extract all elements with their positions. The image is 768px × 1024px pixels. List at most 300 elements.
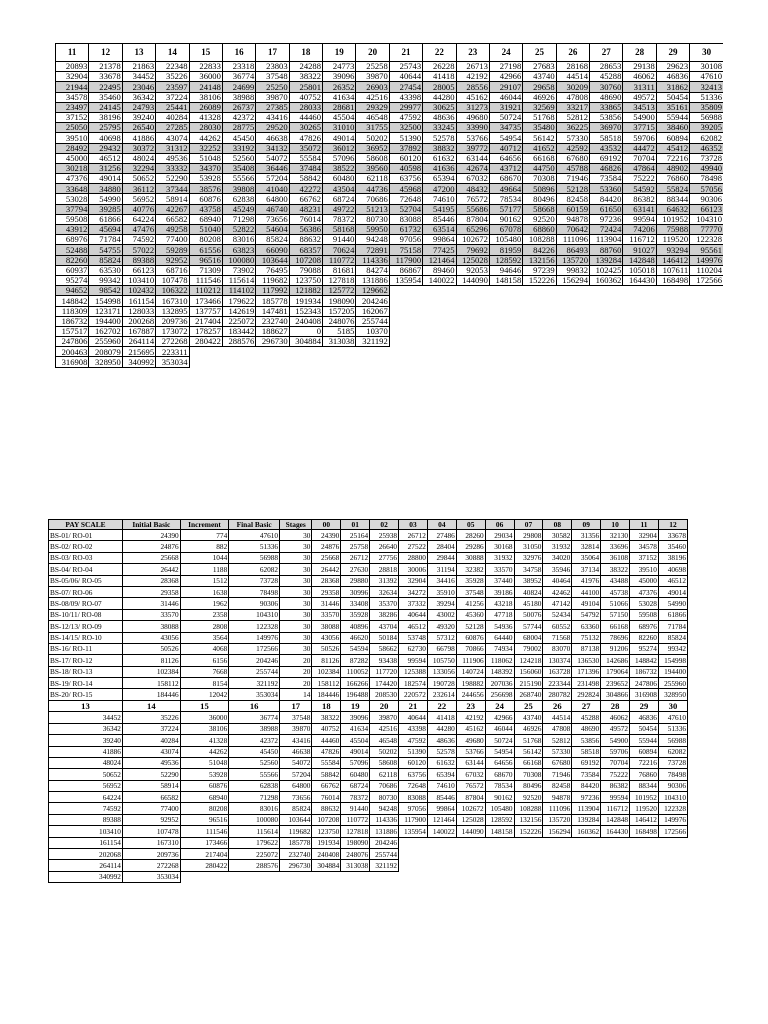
table-cell: 32904 xyxy=(56,72,89,82)
table-cell: 82458 xyxy=(543,780,572,791)
table-cell: 27285 xyxy=(156,123,189,133)
table-cell xyxy=(456,871,485,882)
table-cell: 86867 xyxy=(389,265,422,275)
table-cell: 30 xyxy=(280,552,312,563)
table-cell: 38988 xyxy=(229,723,280,734)
table-cell: 198090 xyxy=(341,837,370,848)
table-cell: 86382 xyxy=(601,780,630,791)
table-cell: 39870 xyxy=(370,712,399,723)
column-header: 25 xyxy=(514,700,543,712)
table-cell: 57744 xyxy=(514,621,543,632)
table-cell: 123171 xyxy=(89,306,122,316)
table-cell: 84420 xyxy=(590,194,623,204)
table-cell: 190728 xyxy=(427,678,456,689)
table-cell xyxy=(556,296,589,306)
column-header: 12 xyxy=(658,520,687,530)
table-cell: 83070 xyxy=(543,643,572,654)
table-cell: 83088 xyxy=(389,214,422,224)
table-cell: 24390 xyxy=(122,530,180,541)
table-cell: 97056 xyxy=(399,803,428,814)
table-cell: 38322 xyxy=(601,564,630,575)
table-cell: 49940 xyxy=(690,163,723,173)
table-cell: 142686 xyxy=(601,655,630,666)
table-cell: 60159 xyxy=(556,204,589,214)
table-cell: 107478 xyxy=(156,275,189,285)
table-cell: 161154 xyxy=(122,296,155,306)
table-cell: 268740 xyxy=(514,689,543,700)
table-cell: 85446 xyxy=(423,214,456,224)
table-cell: 31311 xyxy=(623,82,656,92)
table-cell: 92952 xyxy=(122,814,180,825)
table-cell: 92520 xyxy=(523,214,556,224)
table-cell: 85824 xyxy=(280,803,312,814)
table-cell: 51040 xyxy=(189,225,222,235)
table-cell: 115614 xyxy=(222,275,255,285)
table-cell: 28556 xyxy=(456,82,489,92)
table-cell: 84226 xyxy=(523,245,556,255)
column-header: 22 xyxy=(423,44,456,62)
table-cell: 43912 xyxy=(56,225,89,235)
table-cell: 33570 xyxy=(312,609,341,620)
table-cell: 54900 xyxy=(623,112,656,122)
table-row xyxy=(49,530,688,541)
table-cell: 148158 xyxy=(485,826,514,837)
table-cell: 156294 xyxy=(543,826,572,837)
table-cell: 179622 xyxy=(222,296,255,306)
table-cell xyxy=(623,306,656,316)
table-cell: 71298 xyxy=(222,214,255,224)
table-cell: 43704 xyxy=(370,621,399,632)
table-cell: 123750 xyxy=(312,826,341,837)
table-cell: 20 xyxy=(280,678,312,689)
table-cell: 52434 xyxy=(543,609,572,620)
table-cell xyxy=(523,306,556,316)
table-cell: 62082 xyxy=(690,133,723,143)
table-cell: 30 xyxy=(280,564,312,575)
table-cell: 50202 xyxy=(356,133,389,143)
table-cell: 186732 xyxy=(56,316,89,326)
table-cell: 28033 xyxy=(289,102,322,112)
table-cell: 29808 xyxy=(514,530,543,541)
table-cell: 32904 xyxy=(630,530,659,541)
table-cell: 110052 xyxy=(341,666,370,677)
table-cell: 104310 xyxy=(229,609,280,620)
table-row xyxy=(56,275,724,285)
table-cell: 43218 xyxy=(485,598,514,609)
table-cell: 272268 xyxy=(122,860,180,871)
table-cell: 35460 xyxy=(658,541,687,552)
table-row xyxy=(49,814,688,825)
table-cell: 44262 xyxy=(180,746,229,757)
table-cell: 26442 xyxy=(122,564,180,575)
table-row xyxy=(56,245,724,255)
table-cell xyxy=(690,316,723,326)
table-cell: 340992 xyxy=(122,357,155,367)
table-cell: 71784 xyxy=(658,621,687,632)
pay-scale-name: BS-12/13/ RO-09 xyxy=(49,621,123,632)
table-cell: 38832 xyxy=(423,143,456,153)
table-cell xyxy=(456,347,489,357)
table-cell: 1962 xyxy=(180,598,229,609)
table-cell: 46548 xyxy=(370,735,399,746)
table-cell: 45788 xyxy=(556,163,589,173)
table-cell xyxy=(489,326,522,336)
table-cell: 62730 xyxy=(399,643,428,654)
table-cell xyxy=(630,837,659,848)
table-cell: 27486 xyxy=(427,530,456,541)
table-cell: 67680 xyxy=(556,153,589,163)
table-cell: 255744 xyxy=(370,849,399,860)
table-cell xyxy=(623,296,656,306)
table-cell xyxy=(456,326,489,336)
table-row xyxy=(49,575,688,586)
table-cell: 288576 xyxy=(229,860,280,871)
table-cell: 194400 xyxy=(89,316,122,326)
table-cell: 131886 xyxy=(356,275,389,285)
table-cell xyxy=(623,337,656,347)
table-cell: 65296 xyxy=(456,225,489,235)
table-cell: 35226 xyxy=(156,72,189,82)
table-row xyxy=(56,174,724,184)
table-cell: 248076 xyxy=(323,316,356,326)
table-cell: 28404 xyxy=(427,541,456,552)
table-cell: 128592 xyxy=(489,255,522,265)
table-cell: 42372 xyxy=(229,735,280,746)
table-cell: 24876 xyxy=(122,541,180,552)
column-header: 11 xyxy=(56,44,89,62)
table-cell: 45288 xyxy=(572,712,601,723)
table-cell: 22495 xyxy=(89,82,122,92)
table-cell: 73728 xyxy=(658,757,687,768)
table-cell: 44750 xyxy=(523,163,556,173)
table-cell: 111546 xyxy=(180,826,229,837)
table-cell: 99594 xyxy=(623,214,656,224)
table-cell: 239652 xyxy=(601,678,630,689)
column-header: 26 xyxy=(543,700,572,712)
table-cell: 99832 xyxy=(556,265,589,275)
table-cell: 882 xyxy=(180,541,229,552)
table-cell xyxy=(456,296,489,306)
table-cell xyxy=(485,860,514,871)
table-cell: 28368 xyxy=(122,575,180,586)
table-cell: 50454 xyxy=(656,92,689,102)
table-cell: 118309 xyxy=(56,306,89,316)
table-cell: 55944 xyxy=(630,735,659,746)
table-cell: 43056 xyxy=(312,632,341,643)
table-cell: 58662 xyxy=(370,643,399,654)
table-cell: 41886 xyxy=(122,133,155,143)
table-cell: 54072 xyxy=(280,757,312,768)
table-cell: 32904 xyxy=(399,575,428,586)
table-cell: 128592 xyxy=(485,814,514,825)
table-cell: 208079 xyxy=(89,347,122,357)
table-cell: 43758 xyxy=(189,204,222,214)
table-cell: 30760 xyxy=(590,82,623,92)
column-header: 06 xyxy=(485,520,514,530)
table-cell: 40752 xyxy=(312,723,341,734)
table-cell: 72891 xyxy=(356,245,389,255)
table-cell: 45450 xyxy=(229,746,280,757)
table-cell: 152226 xyxy=(523,275,556,285)
column-header: 25 xyxy=(523,44,556,62)
table-cell: 137757 xyxy=(189,306,222,316)
table-cell: 122328 xyxy=(658,803,687,814)
table-cell: 38286 xyxy=(370,609,399,620)
table-cell: 86382 xyxy=(623,194,656,204)
table-cell xyxy=(590,326,623,336)
table-cell: 144090 xyxy=(456,275,489,285)
table-cell: 264114 xyxy=(49,860,123,871)
table-cell: 30888 xyxy=(456,552,485,563)
table-cell: 304884 xyxy=(289,337,322,347)
table-row xyxy=(49,837,688,848)
table-cell: 47826 xyxy=(289,133,322,143)
pay-scale-name: BS-16/ RO-11 xyxy=(49,643,123,654)
table-cell xyxy=(656,286,689,296)
pay-scale-name: BS-08/09/ RO-07 xyxy=(49,598,123,609)
column-header: Final Basic xyxy=(229,520,280,530)
table-cell: 45504 xyxy=(341,735,370,746)
table-cell: 45249 xyxy=(222,204,255,214)
table-cell: 35946 xyxy=(543,564,572,575)
table-cell xyxy=(485,871,514,882)
table-cell: 26712 xyxy=(399,530,428,541)
table-cell: 26713 xyxy=(456,62,489,72)
table-cell: 288576 xyxy=(222,337,255,347)
table-cell: 67032 xyxy=(456,769,485,780)
table-cell: 38196 xyxy=(89,112,122,122)
table-row xyxy=(49,689,688,700)
table-cell: 179064 xyxy=(601,666,630,677)
table-row xyxy=(56,112,724,122)
table-cell: 255960 xyxy=(658,678,687,689)
table-cell: 51336 xyxy=(229,541,280,552)
table-cell xyxy=(590,286,623,296)
table-cell: 37152 xyxy=(630,552,659,563)
table-cell: 46512 xyxy=(658,575,687,586)
upper-table-header-row xyxy=(56,44,724,62)
table-cell: 69192 xyxy=(572,757,601,768)
table-cell: 37440 xyxy=(485,575,514,586)
table-cell: 39240 xyxy=(122,112,155,122)
table-cell: 47476 xyxy=(122,225,155,235)
table-cell: 54195 xyxy=(423,204,456,214)
table-cell: 217404 xyxy=(180,849,229,860)
table-cell: 152226 xyxy=(514,826,543,837)
table-cell: 40464 xyxy=(543,575,572,586)
table-cell: 98542 xyxy=(89,286,122,296)
table-cell: 53766 xyxy=(456,746,485,757)
table-cell: 63360 xyxy=(572,621,601,632)
table-cell: 24773 xyxy=(323,62,356,72)
table-row xyxy=(56,265,724,275)
table-cell xyxy=(656,316,689,326)
table-cell: 161154 xyxy=(49,837,123,848)
table-cell xyxy=(423,326,456,336)
table-cell: 63144 xyxy=(456,153,489,163)
table-cell: 62118 xyxy=(370,769,399,780)
table-cell: 53748 xyxy=(399,632,428,643)
table-cell xyxy=(556,326,589,336)
table-cell xyxy=(189,357,222,367)
table-cell: 76572 xyxy=(456,194,489,204)
table-cell: 49536 xyxy=(122,757,180,768)
table-row xyxy=(56,204,724,214)
table-cell: 28775 xyxy=(222,123,255,133)
column-header: 28 xyxy=(601,700,630,712)
table-cell: 38988 xyxy=(222,92,255,102)
table-cell: 42592 xyxy=(556,143,589,153)
table-cell: 56988 xyxy=(690,112,723,122)
table-cell: 39285 xyxy=(89,204,122,214)
table-cell: 50724 xyxy=(485,735,514,746)
table-cell: 157517 xyxy=(56,326,89,336)
table-cell: 168498 xyxy=(656,275,689,285)
table-cell: 232740 xyxy=(256,316,289,326)
table-cell: 41886 xyxy=(49,746,123,757)
table-cell: 132895 xyxy=(156,306,189,316)
column-header: 24 xyxy=(485,700,514,712)
table-cell xyxy=(623,357,656,367)
table-cell: 49664 xyxy=(489,184,522,194)
table-cell: 80730 xyxy=(356,214,389,224)
table-cell: 49722 xyxy=(323,204,356,214)
table-cell: 42192 xyxy=(456,712,485,723)
table-row xyxy=(49,769,688,780)
table-cell: 64632 xyxy=(656,204,689,214)
table-cell: 35460 xyxy=(89,92,122,102)
table-cell xyxy=(556,316,589,326)
table-cell xyxy=(389,296,422,306)
table-cell: 29358 xyxy=(312,586,341,597)
table-cell: 71946 xyxy=(556,174,589,184)
table-cell: 48902 xyxy=(656,163,689,173)
table-cell: 44460 xyxy=(289,112,322,122)
table-cell: 43398 xyxy=(389,92,422,102)
table-cell: 71784 xyxy=(89,235,122,245)
table-cell: 23803 xyxy=(256,62,289,72)
table-row xyxy=(56,153,724,163)
table-cell: 34416 xyxy=(427,575,456,586)
table-cell: 64656 xyxy=(489,153,522,163)
table-cell: 88344 xyxy=(630,780,659,791)
table-cell xyxy=(356,347,389,357)
table-cell: 95274 xyxy=(56,275,89,285)
table-cell: 107208 xyxy=(289,255,322,265)
table-cell: 21944 xyxy=(56,82,89,92)
table-cell xyxy=(427,849,456,860)
table-cell: 207036 xyxy=(485,678,514,689)
table-cell: 46836 xyxy=(630,712,659,723)
table-cell: 774 xyxy=(180,530,229,541)
table-cell: 58518 xyxy=(572,746,601,757)
table-cell: 73656 xyxy=(256,214,289,224)
table-cell: 328950 xyxy=(89,357,122,367)
table-cell xyxy=(630,860,659,871)
table-cell: 196488 xyxy=(341,689,370,700)
table-cell: 31356 xyxy=(572,530,601,541)
column-header: Initial Basic xyxy=(122,520,180,530)
table-cell: 36342 xyxy=(122,92,155,102)
table-cell: 142848 xyxy=(623,255,656,265)
column-header: 16 xyxy=(222,44,255,62)
table-cell: 40598 xyxy=(389,163,422,173)
table-cell: 61632 xyxy=(427,757,456,768)
table-cell: 73728 xyxy=(690,153,723,163)
pay-scale-name: BS-20/ RO-15 xyxy=(49,689,123,700)
table-cell xyxy=(656,326,689,336)
table-cell: 47376 xyxy=(56,174,89,184)
table-cell xyxy=(590,296,623,306)
table-cell: 47376 xyxy=(630,586,659,597)
table-cell: 25050 xyxy=(56,123,89,133)
table-cell: 107208 xyxy=(312,814,341,825)
pay-scale-body xyxy=(49,530,688,883)
table-cell xyxy=(423,296,456,306)
table-cell: 80730 xyxy=(370,792,399,803)
table-cell: 62082 xyxy=(229,564,280,575)
table-cell: 125772 xyxy=(323,286,356,296)
table-cell xyxy=(556,286,589,296)
table-cell: 111906 xyxy=(456,655,485,666)
table-cell xyxy=(656,357,689,367)
table-cell: 49104 xyxy=(572,598,601,609)
table-cell: 53928 xyxy=(180,769,229,780)
table-cell: 31010 xyxy=(323,123,356,133)
table-cell: 61632 xyxy=(423,153,456,163)
table-cell: 94652 xyxy=(56,286,89,296)
table-cell: 61650 xyxy=(590,204,623,214)
table-cell: 83088 xyxy=(399,792,428,803)
table-cell: 38952 xyxy=(514,575,543,586)
table-cell: 29329 xyxy=(356,102,389,112)
table-cell: 164430 xyxy=(601,826,630,837)
table-cell: 240408 xyxy=(289,316,322,326)
table-cell: 125028 xyxy=(456,255,489,265)
table-cell xyxy=(485,849,514,860)
table-cell: 71309 xyxy=(189,265,222,275)
table-cell: 23597 xyxy=(156,82,189,92)
table-cell xyxy=(658,837,687,848)
table-cell: 57022 xyxy=(122,245,155,255)
table-cell: 44514 xyxy=(543,712,572,723)
table-cell xyxy=(572,849,601,860)
table-cell: 184446 xyxy=(122,689,180,700)
table-cell: 68716 xyxy=(156,265,189,275)
table-cell: 76860 xyxy=(630,769,659,780)
table-cell: 127818 xyxy=(341,826,370,837)
table-cell: 328950 xyxy=(658,689,687,700)
table-cell xyxy=(323,357,356,367)
table-cell: 0 xyxy=(289,326,322,336)
table-cell: 53360 xyxy=(590,184,623,194)
table-cell: 66762 xyxy=(312,780,341,791)
table-cell: 85824 xyxy=(89,255,122,265)
table-cell: 39510 xyxy=(56,133,89,143)
table-cell: 75222 xyxy=(601,769,630,780)
table-cell: 41636 xyxy=(423,163,456,173)
table-cell: 162702 xyxy=(89,326,122,336)
table-cell: 52290 xyxy=(122,769,180,780)
table-cell: 34880 xyxy=(89,184,122,194)
table-cell: 116712 xyxy=(623,235,656,245)
column-header: PAY SCALE xyxy=(49,520,123,530)
column-header: 21 xyxy=(389,44,422,62)
table-cell: 84420 xyxy=(572,780,601,791)
table-cell: 40896 xyxy=(341,621,370,632)
table-cell: 66090 xyxy=(256,245,289,255)
table-cell xyxy=(189,347,222,357)
